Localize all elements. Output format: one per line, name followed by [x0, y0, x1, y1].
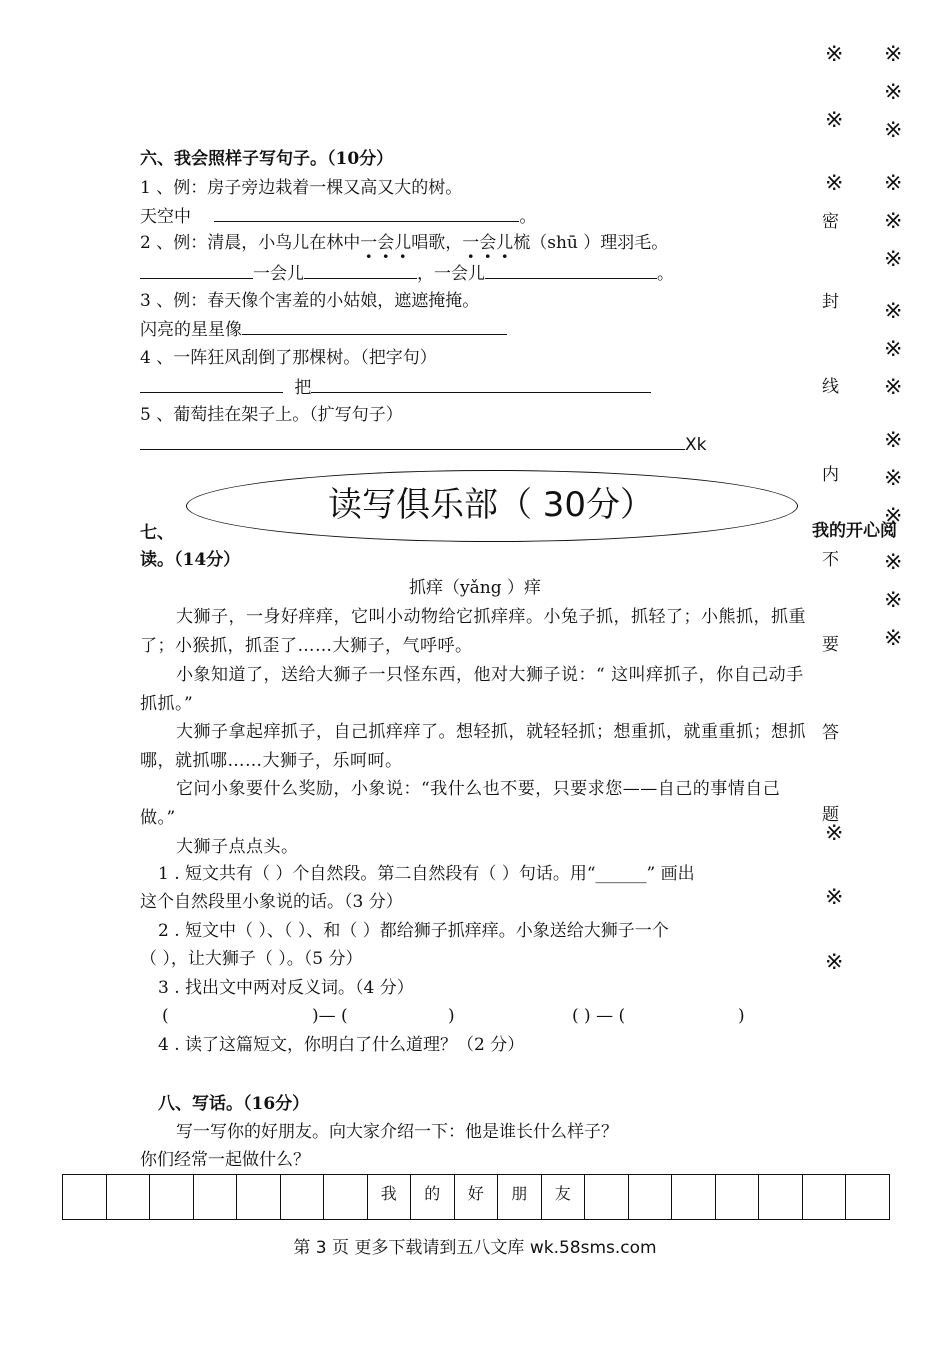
grid-cell-char: 友 — [554, 1184, 571, 1203]
s6-q5-tail: Xk — [685, 435, 707, 455]
dotted-char: 一 — [462, 233, 480, 253]
star-mark: ※ — [884, 209, 903, 234]
grid-cell-char: 我 — [380, 1184, 397, 1203]
seal-char: 答 — [822, 723, 839, 743]
section-6-title: 六、我会照样子写句子。（10分） — [140, 149, 394, 169]
seal-char: 密 — [822, 212, 839, 232]
grid-cell[interactable] — [280, 1175, 324, 1220]
star-mark: ※ — [884, 247, 903, 272]
grid-cell[interactable] — [193, 1175, 237, 1220]
grid-cell[interactable] — [367, 1175, 411, 1220]
writing-grid — [62, 1174, 890, 1220]
s6-q2-mid2: ，一会儿 — [417, 264, 485, 284]
s6-q4: 4 、一阵狂风刮倒了那棵树。（把字句） — [140, 348, 437, 368]
dotted-char: 会 — [479, 233, 497, 253]
star-mark: ※ — [825, 950, 844, 975]
grid-cell-char — [194, 1175, 237, 1181]
grid-cell[interactable] — [237, 1175, 281, 1220]
star-mark: ※ — [884, 42, 903, 67]
star-mark: ※ — [884, 504, 903, 529]
dotted-char: 儿 — [496, 233, 514, 253]
s8-line-1: 写一写你的好朋友。向大家介绍一下：他是谁长什么样子？ — [176, 1122, 618, 1142]
s6-q3-prefix: 闪亮的星星像 — [140, 320, 242, 340]
grid-cell-char — [629, 1175, 672, 1181]
section-8-title: 八、写话。（16分） — [158, 1094, 310, 1114]
grid-cell-char — [716, 1175, 759, 1181]
grid-cell-char — [237, 1175, 280, 1181]
star-mark: ※ — [884, 588, 903, 613]
grid-cell-char — [759, 1175, 802, 1181]
story-paragraph-4: 它问小象要什么奖励，小象说：“我什么也不要，只要求您——自己的事情自己做。” — [140, 779, 781, 828]
grid-cell-char: 好 — [467, 1184, 484, 1203]
s6-q3-answer-line — [140, 318, 507, 341]
s6-q2-mid1: 一会儿 — [253, 264, 304, 284]
grid-cell[interactable] — [498, 1175, 542, 1220]
section-7-label-cont: 读。（14分） — [140, 550, 241, 570]
star-mark: ※ — [825, 821, 844, 846]
s6-q2-b: 唱歌， — [411, 233, 463, 253]
answer-blank[interactable] — [140, 376, 283, 393]
club-banner-title: 读写俱乐部（ 30分） — [327, 485, 655, 525]
star-mark: ※ — [884, 171, 903, 196]
grid-cell[interactable] — [672, 1175, 716, 1220]
s6-q2-end: 。 — [657, 264, 674, 284]
grid-cell[interactable] — [541, 1175, 585, 1220]
s7-q3-b2: )— ( — [312, 1006, 348, 1026]
section-7-label: 七、 — [140, 523, 174, 543]
grid-cell-char — [281, 1175, 324, 1181]
star-mark: ※ — [884, 626, 903, 651]
story-paragraph-2: 小象知道了，送给大狮子一只怪东西，他对大狮子说：“ 这叫痒抓子，你自己动手抓抓。” — [140, 665, 804, 714]
grid-cell-char — [585, 1175, 628, 1181]
s6-q2-c: 梳（shū ）理羽毛。 — [513, 233, 669, 253]
star-mark: ※ — [884, 337, 903, 362]
s6-q1: 1 、例：房子旁边栽着一棵又高又大的树。 — [140, 178, 463, 198]
answer-blank[interactable] — [214, 205, 519, 222]
star-mark: ※ — [825, 42, 844, 67]
s6-q1-prefix: 天空中 — [140, 207, 191, 227]
s7-q2-b: （ ），让大狮子（ ）。（5 分） — [140, 949, 363, 969]
s8-line-2: 你们经常一起做什么？ — [140, 1150, 310, 1170]
seal-char: 线 — [822, 377, 839, 397]
seal-char: 题 — [822, 805, 839, 825]
star-mark: ※ — [825, 171, 844, 196]
s6-q2-answer-line — [140, 262, 674, 285]
grid-cell[interactable] — [846, 1175, 890, 1220]
s7-q1-b: 这个自然段里小象说的话。（3 分） — [140, 892, 403, 912]
s6-q5-answer-line — [140, 433, 707, 456]
grid-cell[interactable] — [628, 1175, 672, 1220]
grid-cell-char: 的 — [424, 1184, 441, 1203]
star-mark: ※ — [884, 299, 903, 324]
star-mark: ※ — [884, 466, 903, 491]
story-title: 抓痒（yǎng ）痒 — [409, 578, 541, 598]
grid-cell[interactable] — [759, 1175, 803, 1220]
answer-blank[interactable] — [304, 262, 417, 279]
answer-blank[interactable] — [242, 318, 507, 335]
grid-cell[interactable] — [150, 1175, 194, 1220]
star-mark: ※ — [884, 375, 903, 400]
page-footer: 第 3 页 更多下载请到五八文库 wk.58sms.com — [293, 1238, 657, 1258]
grid-cell[interactable] — [324, 1175, 368, 1220]
answer-blank[interactable] — [140, 433, 685, 450]
grid-cell-char — [63, 1175, 106, 1181]
answer-blank[interactable] — [140, 262, 253, 279]
seal-char: 不 — [822, 550, 839, 570]
grid-cell[interactable] — [106, 1175, 150, 1220]
section-7-label-right: 我的开心阅 — [812, 521, 897, 541]
story-paragraph-5: 大狮子点点头。 — [176, 837, 299, 857]
grid-cell[interactable] — [715, 1175, 759, 1220]
s6-q5: 5 、葡萄挂在架子上。（扩写句子） — [140, 405, 403, 425]
star-mark: ※ — [884, 428, 903, 453]
s6-q1-end: 。 — [519, 207, 537, 227]
s7-q2-a: 2 . 短文中（ ）、（ ）、和（ ）都给狮子抓痒痒。小象送给大狮子一个 — [158, 921, 669, 941]
story-paragraph-1: 大狮子，一身好痒痒，它叫小动物给它抓痒痒。小兔子抓，抓轻了；小熊抓，抓重了；小猴抓，抓歪了……大狮子，气呼呼。 — [140, 607, 806, 656]
s7-q3-a: 3 . 找出文中两对反义词。（4 分） — [158, 978, 414, 998]
s7-q3-b3: ) — [448, 1006, 455, 1026]
story-paragraph-3: 大狮子拿起痒抓子，自己抓痒痒了。想轻抓，就轻轻抓；想重抓，就重重抓；想抓哪，就抓哪……大狮子，乐呵呵。 — [140, 722, 806, 771]
s6-q1-answer-line — [140, 205, 536, 228]
s6-q4-answer-line — [140, 376, 651, 399]
grid-cell[interactable] — [63, 1175, 107, 1220]
grid-cell-char — [846, 1175, 889, 1181]
dotted-char: 儿 — [394, 233, 412, 253]
grid-cell[interactable] — [585, 1175, 629, 1220]
answer-blank[interactable] — [485, 262, 657, 279]
s7-q1-a: 1 . 短文共有（ ）个自然段。第二自然段有（ ）句话。用“______” 画出 — [158, 864, 695, 884]
s6-q2-a: 2 、例：清晨，小鸟儿在林中 — [140, 233, 361, 253]
grid-cell-char: 朋 — [511, 1184, 528, 1203]
dotted-char: 会 — [377, 233, 395, 253]
dotted-char: 一 — [360, 233, 378, 253]
grid-cell-char — [324, 1175, 367, 1181]
grid-cell-char — [672, 1175, 715, 1181]
answer-blank[interactable] — [311, 376, 651, 393]
star-mark: ※ — [884, 80, 903, 105]
s6-q3: 3 、例：春天像个害羞的小姑娘，遮遮掩掩。 — [140, 291, 480, 311]
seal-char: 封 — [822, 292, 839, 312]
grid-cell[interactable] — [454, 1175, 498, 1220]
star-mark: ※ — [825, 885, 844, 910]
star-mark: ※ — [884, 550, 903, 575]
s7-q3-b4: ( ) — ( — [572, 1006, 626, 1026]
seal-char: 内 — [822, 465, 839, 485]
grid-cell-char — [107, 1175, 150, 1181]
s6-q2 — [140, 232, 668, 254]
s7-q3-b1: ( — [162, 1006, 169, 1026]
grid-cell-char — [150, 1175, 193, 1181]
grid-cell[interactable] — [411, 1175, 455, 1220]
star-mark: ※ — [884, 118, 903, 143]
grid-cell[interactable] — [802, 1175, 846, 1220]
grid-cell-char — [803, 1175, 846, 1181]
s7-q4: 4 . 读了这篇短文，你明白了什么道理？（2 分） — [158, 1035, 525, 1055]
seal-char: 要 — [822, 635, 839, 655]
star-mark: ※ — [825, 108, 844, 133]
s6-q4-mid: 把 — [294, 378, 312, 398]
s7-q3-b5: ) — [738, 1006, 745, 1026]
